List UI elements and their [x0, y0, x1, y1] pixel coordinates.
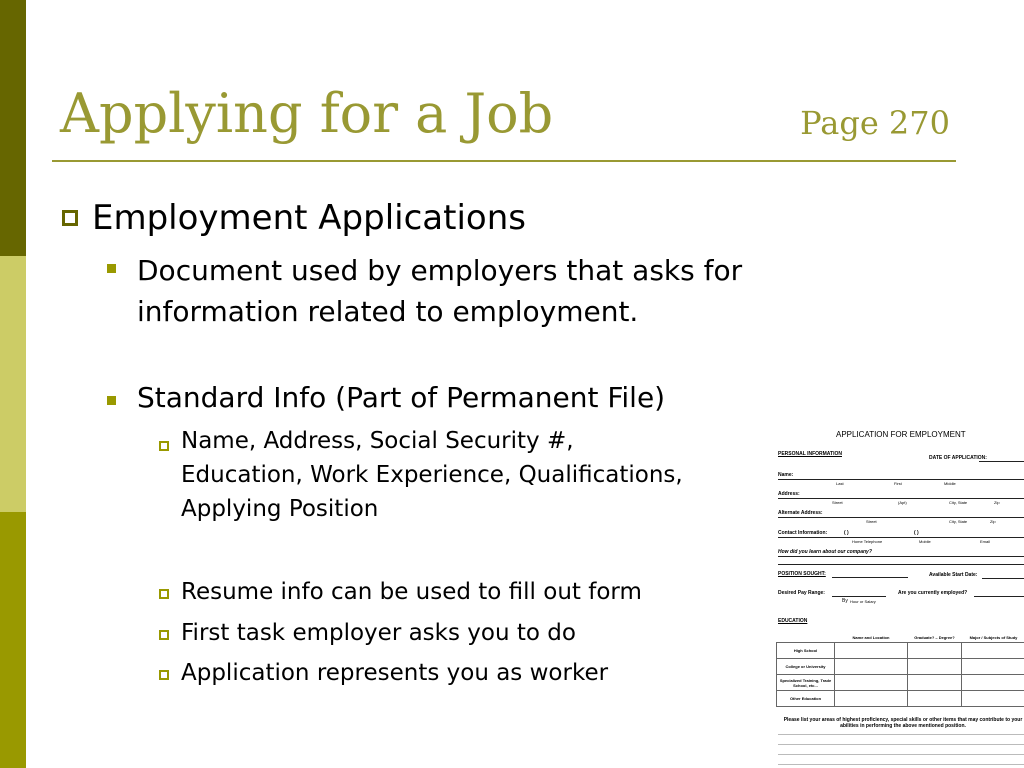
form-line — [979, 461, 1024, 462]
sub-bullet-item: Name, Address, Social Security #, Education, Work Experience, Qualifications, Applying Position — [181, 428, 683, 522]
form-title: APPLICATION FOR EMPLOYMENT — [836, 430, 966, 439]
form-section-education: EDUCATION — [778, 618, 808, 624]
form-line — [982, 578, 1024, 579]
form-address-label: Address: — [778, 491, 800, 497]
form-hint: Street — [866, 519, 877, 524]
education-row-label: College or University — [777, 659, 835, 675]
form-hint: Middle — [944, 481, 956, 486]
form-line — [778, 764, 1024, 765]
hollow-bullet-icon — [159, 589, 169, 599]
form-hint: Street — [832, 500, 843, 505]
form-line — [832, 596, 886, 597]
title-divider — [52, 160, 956, 162]
form-hint: (Apt) — [898, 500, 907, 505]
hollow-bullet-icon — [159, 670, 169, 680]
form-hint: First — [894, 481, 902, 486]
form-hint: Email — [980, 539, 991, 544]
education-col-header: Graduate? – Degree? — [914, 634, 955, 640]
form-line — [778, 517, 1024, 518]
form-section-position: POSITION SOUGHT: — [778, 571, 826, 577]
form-employed-label: Are you currently employed? — [898, 590, 968, 596]
form-footer-text: Please list your areas of highest proficiency, special skills or other items that may contribute to your abilities in performing the above mentioned position. — [783, 717, 1023, 729]
form-date-label: DATE OF APPLICATION: — [929, 455, 987, 461]
form-line — [778, 537, 1024, 538]
education-row-label: Other Education — [777, 691, 835, 707]
bullet-item: Standard Info (Part of Permanent File) — [137, 381, 666, 414]
heading-bullet: Employment Applications — [92, 198, 526, 238]
form-hint: Zip — [990, 519, 996, 524]
slide-title: Applying for a Job — [60, 82, 554, 145]
education-col-header: Name and Location — [852, 634, 890, 640]
accent-bar-bottom — [0, 512, 26, 768]
form-alt-address-label: Alternate Address: — [778, 510, 823, 516]
form-contact-label: Contact Information: — [778, 530, 828, 536]
education-table — [776, 632, 1024, 707]
education-row-label: Specialized Training, Trade School, etc... — [777, 675, 835, 691]
form-hint: By — [842, 598, 848, 604]
accent-bar-middle — [0, 256, 26, 512]
form-line — [974, 596, 1024, 597]
hollow-bullet-icon — [159, 441, 169, 451]
education-row-label: High School — [777, 643, 835, 659]
form-learn-label: How did you learn about our company? — [778, 549, 872, 555]
form-hint: Zip — [994, 500, 1000, 505]
bullet-icon — [107, 264, 116, 273]
form-line — [778, 744, 1024, 745]
form-line — [778, 754, 1024, 755]
sub-bullet-item: Resume info can be used to fill out form — [181, 579, 642, 605]
form-hint: Last — [836, 481, 844, 486]
form-hint: Mobile — [919, 539, 931, 544]
square-bullet-icon — [62, 210, 78, 226]
sub-bullet-item: First task employer asks you to do — [181, 620, 576, 646]
education-col-header: Major / Subjects of Study — [969, 634, 1018, 640]
form-paren: ( ) — [844, 530, 849, 536]
bullet-item: Document used by employers that asks for information related to employment. — [137, 254, 743, 328]
page-reference: Page 270 — [800, 104, 950, 142]
form-line — [778, 564, 1024, 565]
form-line — [778, 498, 1024, 499]
form-start-label: Available Start Date: — [929, 572, 978, 578]
form-hint: City, State — [949, 500, 968, 505]
form-section-personal: PERSONAL INFORMATION — [778, 451, 842, 457]
application-form-image — [774, 426, 1024, 768]
form-name-label: Name: — [778, 472, 794, 478]
form-pay-label: Desired Pay Range: — [778, 590, 825, 596]
sub-bullet-item: Application represents you as worker — [181, 660, 609, 686]
form-hint: Hour or Salary — [850, 599, 876, 604]
form-line — [778, 479, 1024, 480]
form-hint: City, State — [949, 519, 968, 524]
form-hint: Home Telephone — [852, 539, 883, 544]
form-line — [778, 734, 1024, 735]
hollow-bullet-icon — [159, 630, 169, 640]
bullet-icon — [107, 396, 116, 405]
form-paren: ( ) — [914, 530, 919, 536]
form-line — [832, 577, 908, 578]
accent-bar-top — [0, 0, 26, 256]
form-line — [778, 556, 1024, 557]
